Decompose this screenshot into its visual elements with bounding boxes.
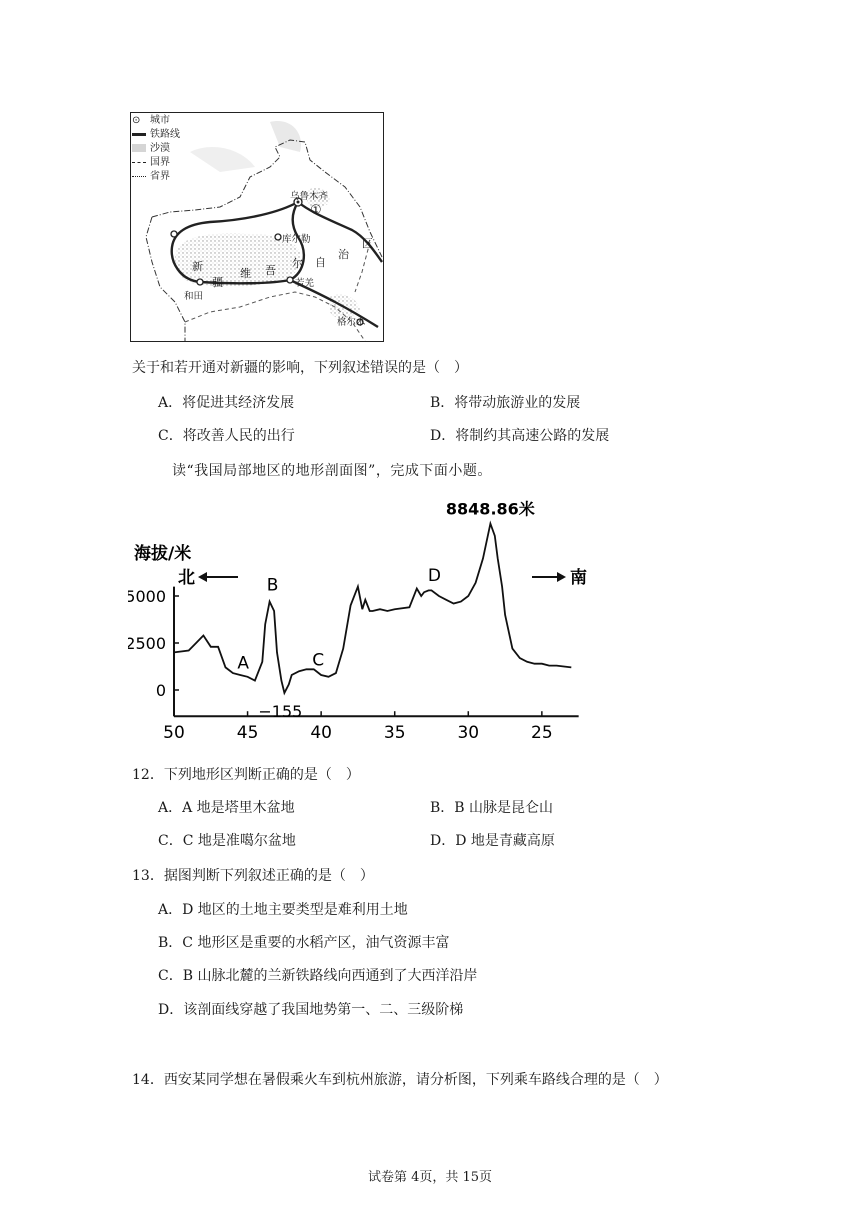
- point-label-d: D: [427, 565, 441, 586]
- region-char: 治: [338, 248, 349, 261]
- city-label-korla: 库尔勒: [282, 234, 311, 245]
- section-intro: 读“我国局部地区的地形剖面图”，完成下面小题。: [172, 463, 492, 479]
- x-tick-label: 45: [236, 723, 259, 744]
- north-label: 北: [178, 568, 195, 588]
- peak-label: 8848.86米: [445, 499, 535, 519]
- city-label-hotan: 和田: [184, 291, 204, 302]
- legend-railway: 铁路线: [132, 128, 198, 142]
- q13-option-c[interactable]: C．B 山脉北麓的兰新铁路线向西通到了大西洋沿岸: [158, 968, 478, 984]
- q12-option-a[interactable]: A．A 地是塔里木盆地: [158, 800, 295, 816]
- point-label-c: C: [312, 650, 325, 671]
- city-label-urumqi: 乌鲁木齐: [290, 191, 329, 202]
- terrain-profile-chart: [128, 495, 598, 745]
- q13-option-d[interactable]: D．该剖面线穿越了我国地势第一、二、三级阶梯: [158, 1002, 464, 1018]
- question-13-stem: 13．据图判断下列叙述正确的是（ ）: [132, 868, 374, 884]
- option-a[interactable]: A．将促进其经济发展: [158, 395, 295, 411]
- x-tick-label: 50: [163, 723, 185, 744]
- region-char: 尔: [292, 257, 303, 270]
- q12-option-b[interactable]: B．B 山脉是昆仑山: [430, 800, 554, 816]
- y-tick-label: 2500: [128, 634, 166, 653]
- north-arrowhead-icon: [198, 572, 207, 582]
- region-char: 维: [240, 267, 251, 280]
- option-c[interactable]: C．将改善人民的出行: [158, 428, 295, 444]
- city-label-golmud: 格尔木: [337, 317, 366, 328]
- south-label: 南: [570, 568, 587, 588]
- region-char: 区: [362, 237, 373, 250]
- profile-line: [174, 524, 571, 693]
- legend-city: ⊙ 城市: [132, 115, 170, 126]
- city-icon: ⊙: [132, 115, 141, 126]
- region-char: 新: [192, 260, 203, 273]
- y-tick-label: 5000: [128, 587, 166, 606]
- q12-option-c[interactable]: C．C 地是准噶尔盆地: [158, 833, 296, 849]
- option-d[interactable]: D．将制约其高速公路的发展: [430, 428, 610, 444]
- region-char: 疆: [212, 276, 223, 289]
- question-14-stem: 14．西安某同学想在暑假乘火车到杭州旅游，请分析图，下列乘车路线合理的是（ ）: [132, 1072, 668, 1088]
- legend-desert: 沙漠: [132, 142, 198, 156]
- point-label-a: A: [237, 653, 249, 674]
- y-tick-label: 0: [155, 681, 166, 700]
- south-arrowhead-icon: [557, 572, 566, 582]
- y-axis-title: 海拔/米: [134, 544, 192, 564]
- x-tick-label: 40: [310, 723, 332, 744]
- x-tick-label: 30: [457, 723, 480, 744]
- xinjiang-map: [130, 112, 384, 342]
- q13-option-b[interactable]: B．C 地形区是重要的水稻产区，油气资源丰富: [158, 935, 450, 951]
- option-b[interactable]: B．将带动旅游业的发展: [430, 395, 581, 411]
- city-label-ruoqiang: 若羌: [295, 278, 315, 289]
- q13-option-a[interactable]: A．D 地区的土地主要类型是难利用土地: [158, 902, 408, 918]
- point-label-b: B: [266, 575, 279, 596]
- question-intro-stem: 关于和若开通对新疆的影响，下列叙述错误的是（ ）: [132, 360, 468, 376]
- x-tick-label: 35: [383, 723, 406, 744]
- q12-option-d[interactable]: D．D 地是青藏高原: [430, 833, 555, 849]
- region-char: 吾: [265, 264, 276, 277]
- legend-national-border: 国界: [132, 156, 198, 170]
- question-12-stem: 12．下列地形区判断正确的是（ ）: [132, 767, 360, 783]
- x-tick-label: 25: [531, 723, 553, 744]
- min-label: −155: [258, 701, 303, 721]
- page-footer: 试卷第 4页，共 15页: [367, 1170, 493, 1185]
- region-char: 自: [315, 256, 326, 269]
- legend-provincial-border: 省界: [132, 170, 198, 184]
- map-marker-1: ①: [310, 203, 322, 218]
